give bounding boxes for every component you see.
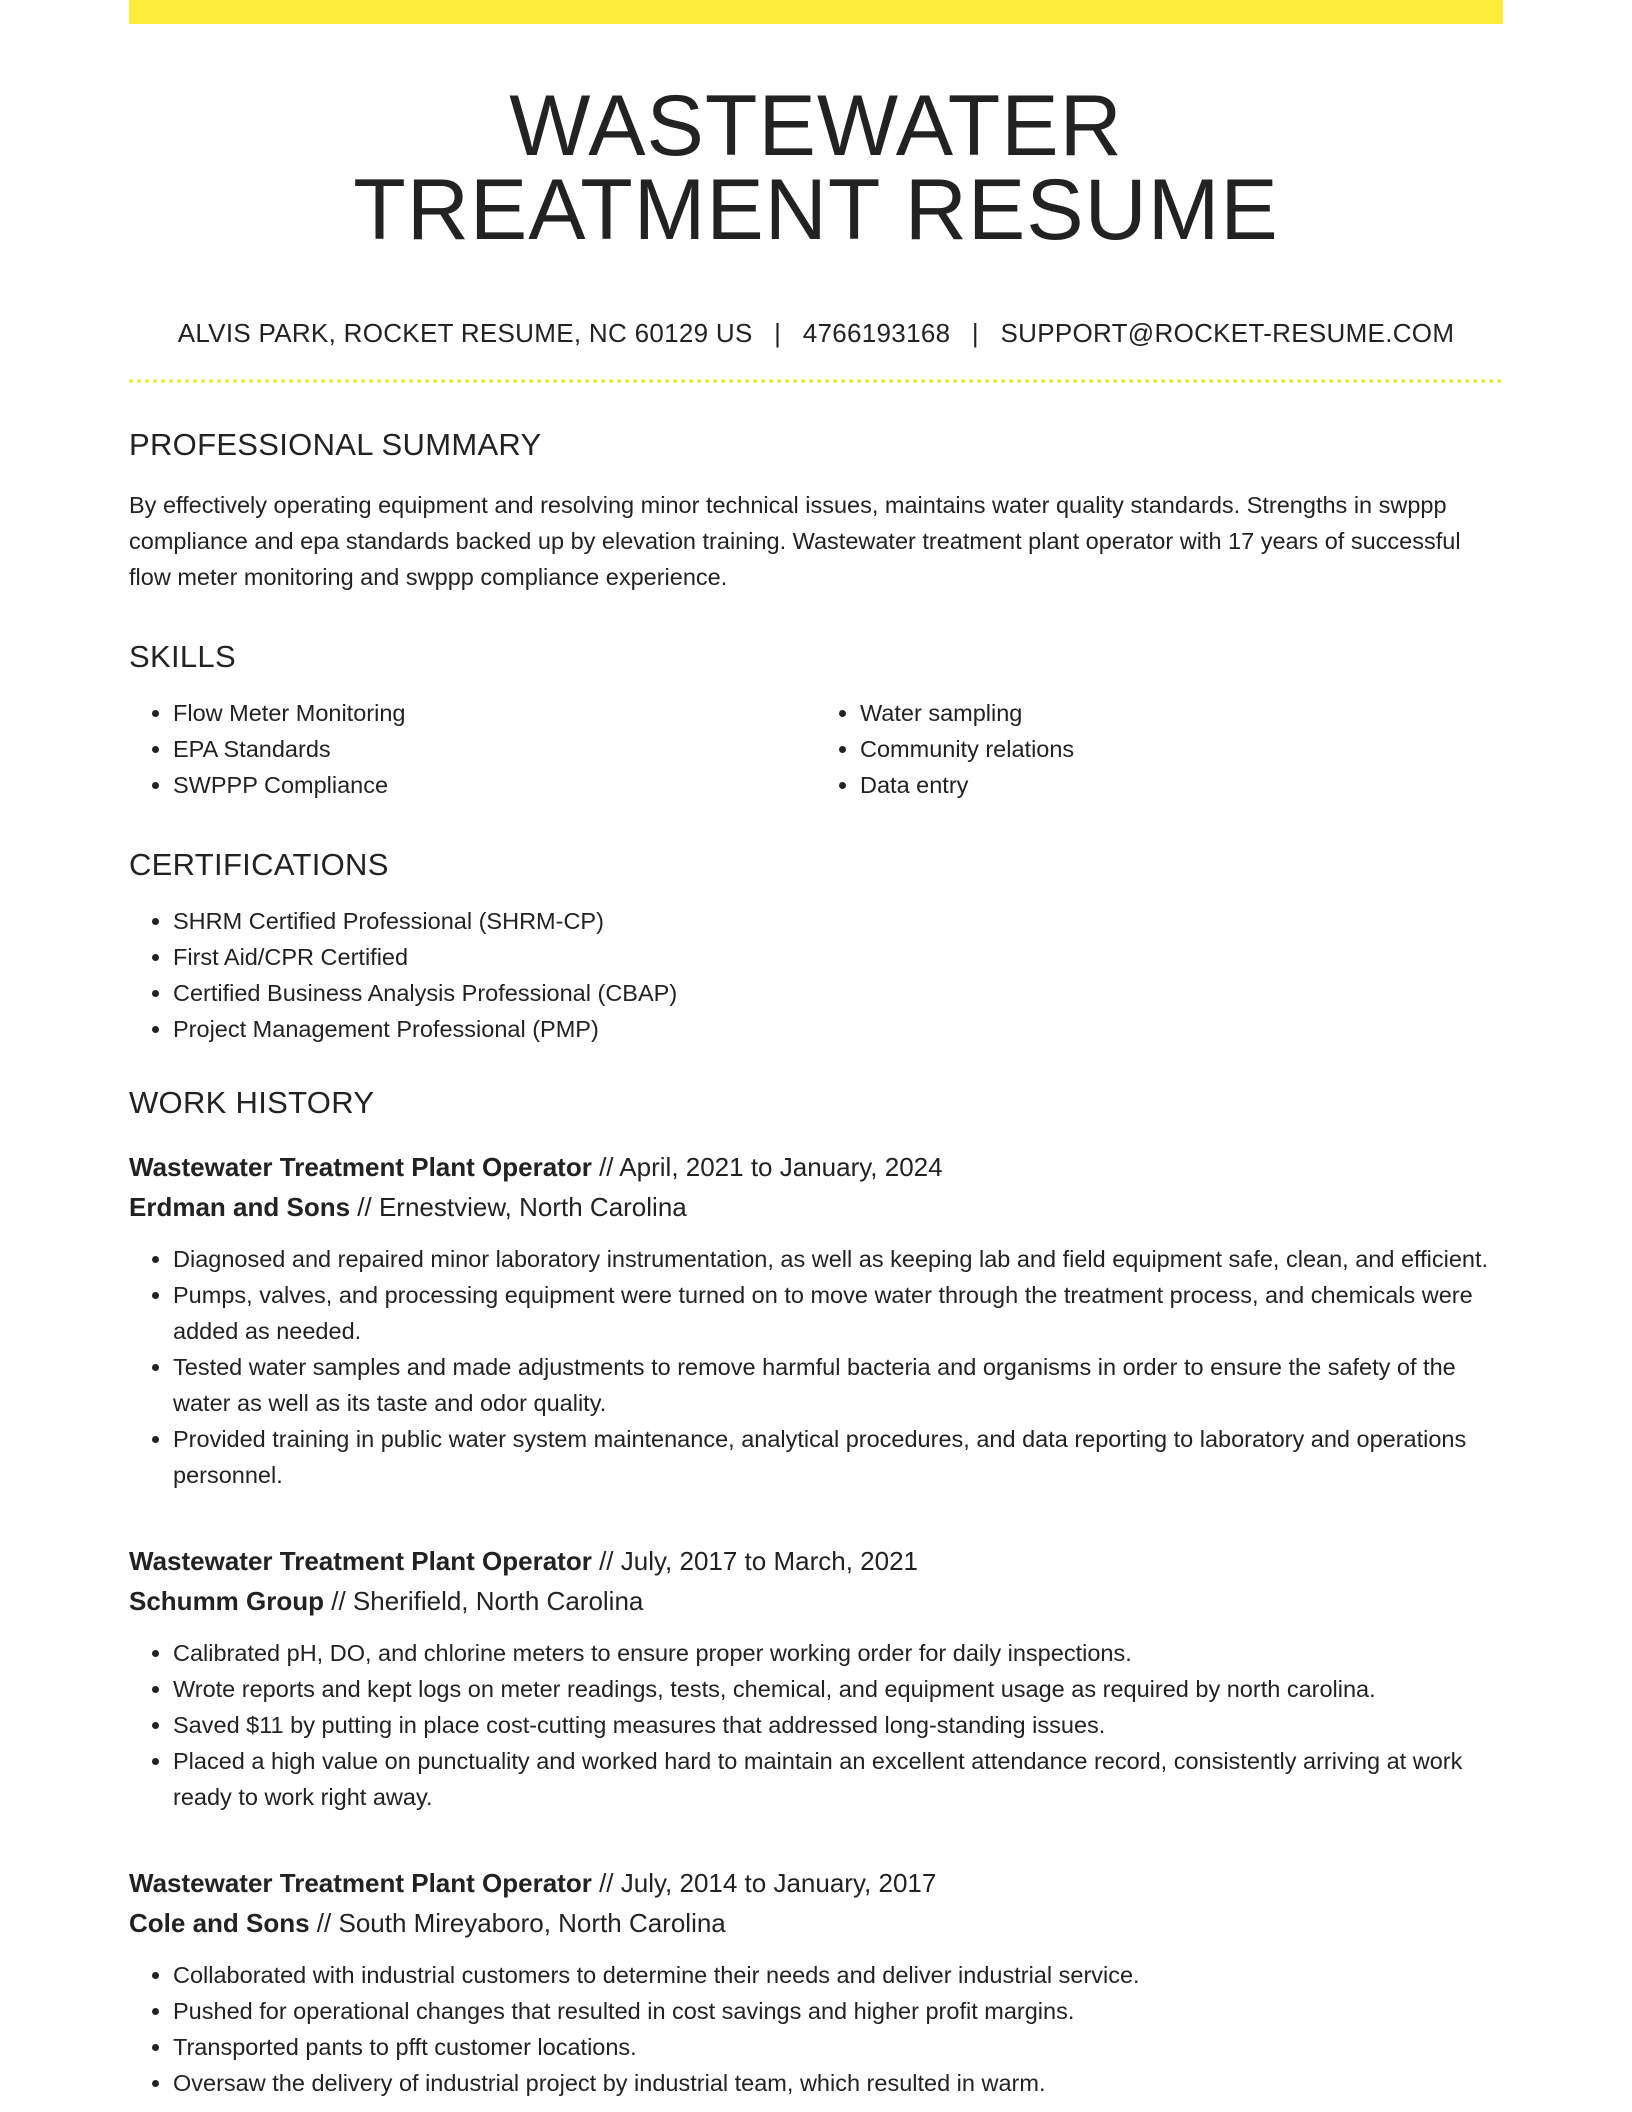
certifications-heading: CERTIFICATIONS: [129, 847, 389, 882]
contact-line: [129, 318, 1503, 349]
dotted-divider: [129, 379, 1503, 383]
job-bullet: • Transported pants to pfft customer locations.: [173, 2029, 1503, 2065]
skills-list: [129, 695, 1503, 803]
title-line-1: WASTEWATER: [509, 78, 1123, 174]
skill-item: • Flow Meter Monitoring: [173, 695, 816, 731]
job-title-line: [129, 1147, 1503, 1187]
job-bullet: • Tested water samples and made adjustments to remove harmful bacteria and organisms in order to ensure the safety of the water as well as its taste and odor quality.: [173, 1349, 1503, 1421]
job-bullet: • Diagnosed and repaired minor laboratory instrumentation, as well as keeping lab and field equipment safe, clean, and efficient.: [173, 1241, 1503, 1277]
skills-column-right: [816, 695, 1503, 803]
job-title-line: [129, 1863, 1503, 1903]
job-title: Wastewater Treatment Plant Operator: [129, 1546, 592, 1576]
job-title-line: [129, 1541, 1503, 1581]
job-bullet: • Provided training in public water system maintenance, analytical procedures, and data reporting to laboratory and operations personnel.: [173, 1421, 1503, 1493]
job-company: Erdman and Sons: [129, 1192, 351, 1222]
job-entry: [129, 1147, 1503, 1493]
skill-item: • EPA Standards: [173, 731, 816, 767]
contact-separator: |: [971, 318, 979, 348]
job-bullet: • Pumps, valves, and processing equipment were turned on to move water through the treatment process, and chemicals were added as needed.: [173, 1277, 1503, 1349]
job-location: // South Mireyaboro, North Carolina: [309, 1908, 726, 1938]
job-bullets: [129, 1241, 1503, 1493]
skill-item: • Community relations: [860, 731, 1503, 767]
top-accent-bar: [129, 0, 1503, 24]
work-history-heading: WORK HISTORY: [129, 1085, 375, 1120]
contact-separator: |: [774, 318, 782, 348]
contact-address: ALVIS PARK, ROCKET RESUME, NC 60129 US: [177, 318, 753, 348]
job-company: Schumm Group: [129, 1586, 325, 1616]
job-company-line: [129, 1187, 1503, 1227]
job-title: Wastewater Treatment Plant Operator: [129, 1868, 592, 1898]
skills-column-left: [129, 695, 816, 803]
job-bullets: [129, 1635, 1503, 1815]
job-dates: // July, 2017 to March, 2021: [591, 1546, 918, 1576]
job-entry: [129, 1863, 1503, 2101]
job-entry: [129, 1541, 1503, 1815]
job-bullet: • Saved $11 by putting in place cost-cutting measures that addressed long-standing issues.: [173, 1707, 1503, 1743]
title-line-2: TREATMENT RESUME: [353, 162, 1279, 258]
job-dates: // April, 2021 to January, 2024: [591, 1152, 943, 1182]
certification-item: • Certified Business Analysis Professional (CBAP): [173, 975, 1503, 1011]
skills-heading: SKILLS: [129, 639, 236, 674]
skill-item: • Data entry: [860, 767, 1503, 803]
job-dates: // July, 2014 to January, 2017: [591, 1868, 937, 1898]
job-bullet: • Collaborated with industrial customers to determine their needs and deliver industrial service.: [173, 1957, 1503, 1993]
summary-text: By effectively operating equipment and resolving minor technical issues, maintains water quality standards. Strengths in swppp compliance and epa standards backed up by elevation training. Wastewater treatment plant operator with 17 years of successful flow meter monitoring and swppp compliance experience.: [129, 492, 1461, 590]
job-location: // Sherifield, North Carolina: [324, 1586, 644, 1616]
job-bullet: • Wrote reports and kept logs on meter readings, tests, chemical, and equipment usage as required by north carolina.: [173, 1671, 1503, 1707]
job-company: Cole and Sons: [129, 1908, 310, 1938]
certification-item: • SHRM Certified Professional (SHRM-CP): [173, 903, 1503, 939]
contact-phone: 4766193168: [802, 318, 951, 348]
job-company-line: [129, 1903, 1503, 1943]
skill-item: • SWPPP Compliance: [173, 767, 816, 803]
job-bullet: • Calibrated pH, DO, and chlorine meters to ensure proper working order for daily inspections.: [173, 1635, 1503, 1671]
skill-item: • Water sampling: [860, 695, 1503, 731]
certification-item: • Project Management Professional (PMP): [173, 1011, 1503, 1047]
job-bullet: • Pushed for operational changes that resulted in cost savings and higher profit margins.: [173, 1993, 1503, 2029]
certification-item: • First Aid/CPR Certified: [173, 939, 1503, 975]
job-company-line: [129, 1581, 1503, 1621]
job-bullets: [129, 1957, 1503, 2101]
resume-title: [129, 78, 1503, 258]
job-bullet: • Placed a high value on punctuality and worked hard to maintain an excellent attendance record, consistently arriving at work ready to work right away.: [173, 1743, 1503, 1815]
contact-email: SUPPORT@ROCKET-RESUME.COM: [1000, 318, 1455, 348]
summary-heading: PROFESSIONAL SUMMARY: [129, 427, 542, 462]
job-location: // Ernestview, North Carolina: [350, 1192, 687, 1222]
job-title: Wastewater Treatment Plant Operator: [129, 1152, 592, 1182]
certifications-list: [129, 903, 1503, 1047]
job-bullet: • Oversaw the delivery of industrial project by industrial team, which resulted in warm.: [173, 2065, 1503, 2101]
